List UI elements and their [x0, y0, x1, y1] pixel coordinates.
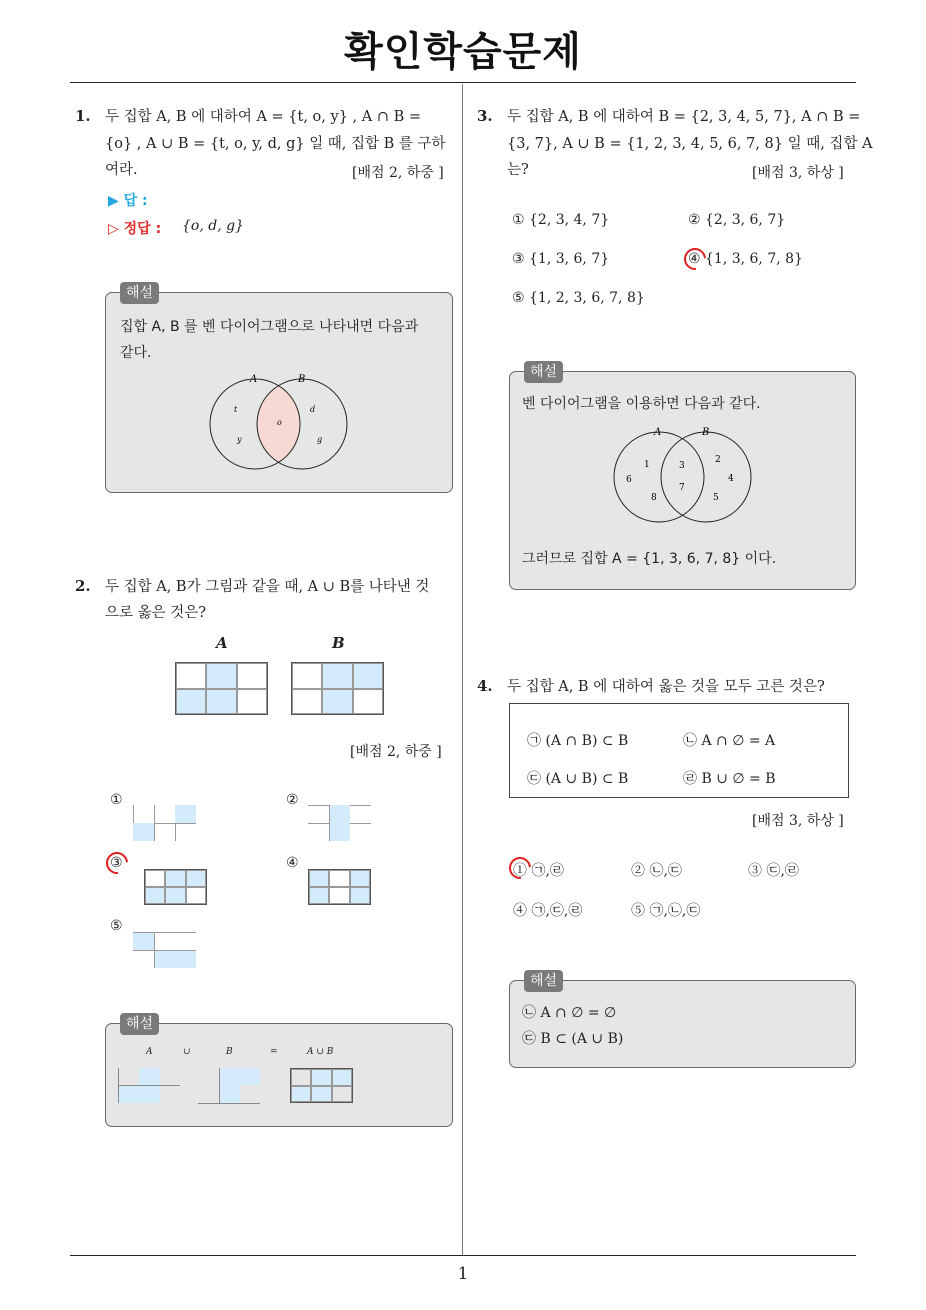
- option-1[interactable]: ① ㉠,㉣: [513, 863, 564, 879]
- solution-text: 벤 다이어그램을 이용하면 다음과 같다.: [522, 396, 761, 412]
- venn-element: 8: [651, 493, 657, 503]
- selected-answer-mark: [680, 244, 711, 275]
- solution-label: A ∪ B: [307, 1047, 334, 1057]
- statement: ㉠ (A ∩ B) ⊂ B: [527, 733, 629, 749]
- question-text: 여라.: [105, 162, 138, 178]
- solution-tag: 해설: [524, 361, 563, 383]
- statement: ㉣ B ∪ ∅ = B: [683, 771, 776, 787]
- solution-label: ∪: [183, 1047, 191, 1057]
- option-1-figure[interactable]: [133, 805, 196, 841]
- score-label: [배점 2, 하중 ]: [350, 744, 442, 760]
- correct-answer-label: ▷ 정답 :: [108, 221, 162, 237]
- solution-text: 그러므로 집합 A = {1, 3, 6, 7, 8} 이다.: [522, 551, 777, 567]
- question-text: {3, 7}, A ∪ B = {1, 2, 3, 4, 5, 6, 7, 8} 일 때, 집합 A: [507, 136, 873, 152]
- question-number: 1.: [75, 107, 91, 125]
- option-5[interactable]: ⑤ ㉠,㉡,㉢: [631, 903, 701, 919]
- option-2-label[interactable]: ②: [286, 792, 299, 808]
- solution-box: [509, 980, 856, 1068]
- solution-text: 같다.: [120, 345, 152, 361]
- venn-diagram: [604, 422, 764, 532]
- answer-label: ▶ 답 :: [108, 193, 148, 209]
- solution-figure-union: [290, 1068, 353, 1103]
- footer-rule: [70, 1255, 856, 1256]
- option-3-label[interactable]: ③: [110, 855, 123, 871]
- venn-label-a: A: [654, 427, 662, 438]
- option-1[interactable]: ① {2, 3, 4, 7}: [512, 212, 610, 228]
- header-rule: [70, 82, 856, 83]
- question-number: 4.: [477, 677, 493, 695]
- set-a-grid: [175, 662, 268, 715]
- option-3[interactable]: ③ {1, 3, 6, 7}: [512, 251, 610, 267]
- set-a-label: A: [216, 634, 228, 652]
- solution-tag: 해설: [120, 282, 159, 304]
- option-5-label[interactable]: ⑤: [110, 918, 123, 934]
- solution-tag: 해설: [120, 1013, 159, 1035]
- solution-text: ㉡ A ∩ ∅ = ∅: [522, 1005, 617, 1021]
- statement: ㉡ A ∩ ∅ = A: [683, 733, 776, 749]
- venn-label-b: B: [298, 374, 306, 385]
- option-3-figure[interactable]: [144, 869, 207, 905]
- question-text: 두 집합 A, B 에 대하여 B = {2, 3, 4, 5, 7}, A ∩ B =: [507, 109, 861, 125]
- venn-diagram: [200, 370, 360, 480]
- solution-label: B: [226, 1047, 233, 1057]
- question-text: 두 집합 A, B 에 대하여 옳은 것을 모두 고른 것은?: [507, 679, 825, 695]
- option-3[interactable]: ③ ㉢,㉣: [748, 863, 799, 879]
- selected-answer-mark: [102, 848, 133, 879]
- venn-element: 4: [728, 474, 734, 484]
- question-text: 두 집합 A, B가 그림과 같을 때, A ∪ B를 나타낸 것: [105, 579, 430, 595]
- correct-answer-value: {o, d, g}: [182, 218, 244, 234]
- option-4[interactable]: ④ {1, 3, 6, 7, 8}: [688, 251, 803, 267]
- solution-label: =: [270, 1047, 278, 1057]
- question-number: 2.: [75, 577, 91, 595]
- venn-element: 5: [713, 493, 719, 503]
- question-number: 3.: [477, 107, 493, 125]
- page-title: 확인학습문제: [344, 29, 582, 75]
- question-text: 두 집합 A, B 에 대하여 A = {t, o, y} , A ∩ B =: [105, 109, 421, 125]
- question-text: 으로 옳은 것은?: [105, 605, 207, 621]
- venn-element: y: [237, 435, 242, 444]
- solution-tag: 해설: [524, 970, 563, 992]
- venn-element: 2: [715, 455, 721, 465]
- venn-set-b: [661, 432, 751, 522]
- option-4[interactable]: ④ ㉠,㉢,㉣: [513, 903, 583, 919]
- venn-element: d: [310, 405, 316, 414]
- option-5[interactable]: ⑤ {1, 2, 3, 6, 7, 8}: [512, 290, 645, 306]
- option-2[interactable]: ② {2, 3, 6, 7}: [688, 212, 786, 228]
- page-number: 1: [457, 1264, 469, 1284]
- option-4-figure[interactable]: [308, 869, 371, 905]
- venn-element: t: [234, 405, 238, 414]
- venn-element: o: [277, 418, 282, 427]
- solution-label: A: [146, 1047, 153, 1057]
- option-4-label[interactable]: ④: [286, 855, 299, 871]
- venn-label-b: B: [702, 427, 710, 438]
- venn-label-a: A: [250, 374, 258, 385]
- solution-figure-a: [118, 1068, 180, 1103]
- venn-element: 1: [644, 460, 650, 470]
- set-b-label: B: [332, 634, 345, 652]
- score-label: [배점 3, 하상 ]: [752, 165, 844, 181]
- question-text: {o} , A ∪ B = {t, o, y, d, g} 일 때, 집합 B 를 구하: [105, 136, 446, 152]
- score-label: [배점 2, 하중 ]: [352, 165, 444, 181]
- statement: ㉢ (A ∪ B) ⊂ B: [527, 771, 629, 787]
- option-2[interactable]: ② ㉡,㉢: [631, 863, 682, 879]
- option-5-figure[interactable]: [133, 932, 196, 968]
- venn-element: 3: [679, 461, 685, 471]
- option-2-figure[interactable]: [308, 805, 371, 841]
- set-b-grid: [291, 662, 384, 715]
- option-1-label[interactable]: ①: [110, 792, 123, 808]
- solution-text: ㉢ B ⊂ (A ∪ B): [522, 1031, 624, 1047]
- venn-element: 7: [679, 483, 685, 493]
- solution-figure-b: [198, 1068, 260, 1103]
- solution-text: 집합 A, B 를 벤 다이어그램으로 나타내면 다음과: [120, 319, 419, 335]
- score-label: [배점 3, 하상 ]: [752, 813, 844, 829]
- column-divider: [462, 84, 463, 1256]
- question-text: 는?: [507, 162, 529, 178]
- venn-element: g: [317, 435, 323, 444]
- venn-element: 6: [626, 475, 632, 485]
